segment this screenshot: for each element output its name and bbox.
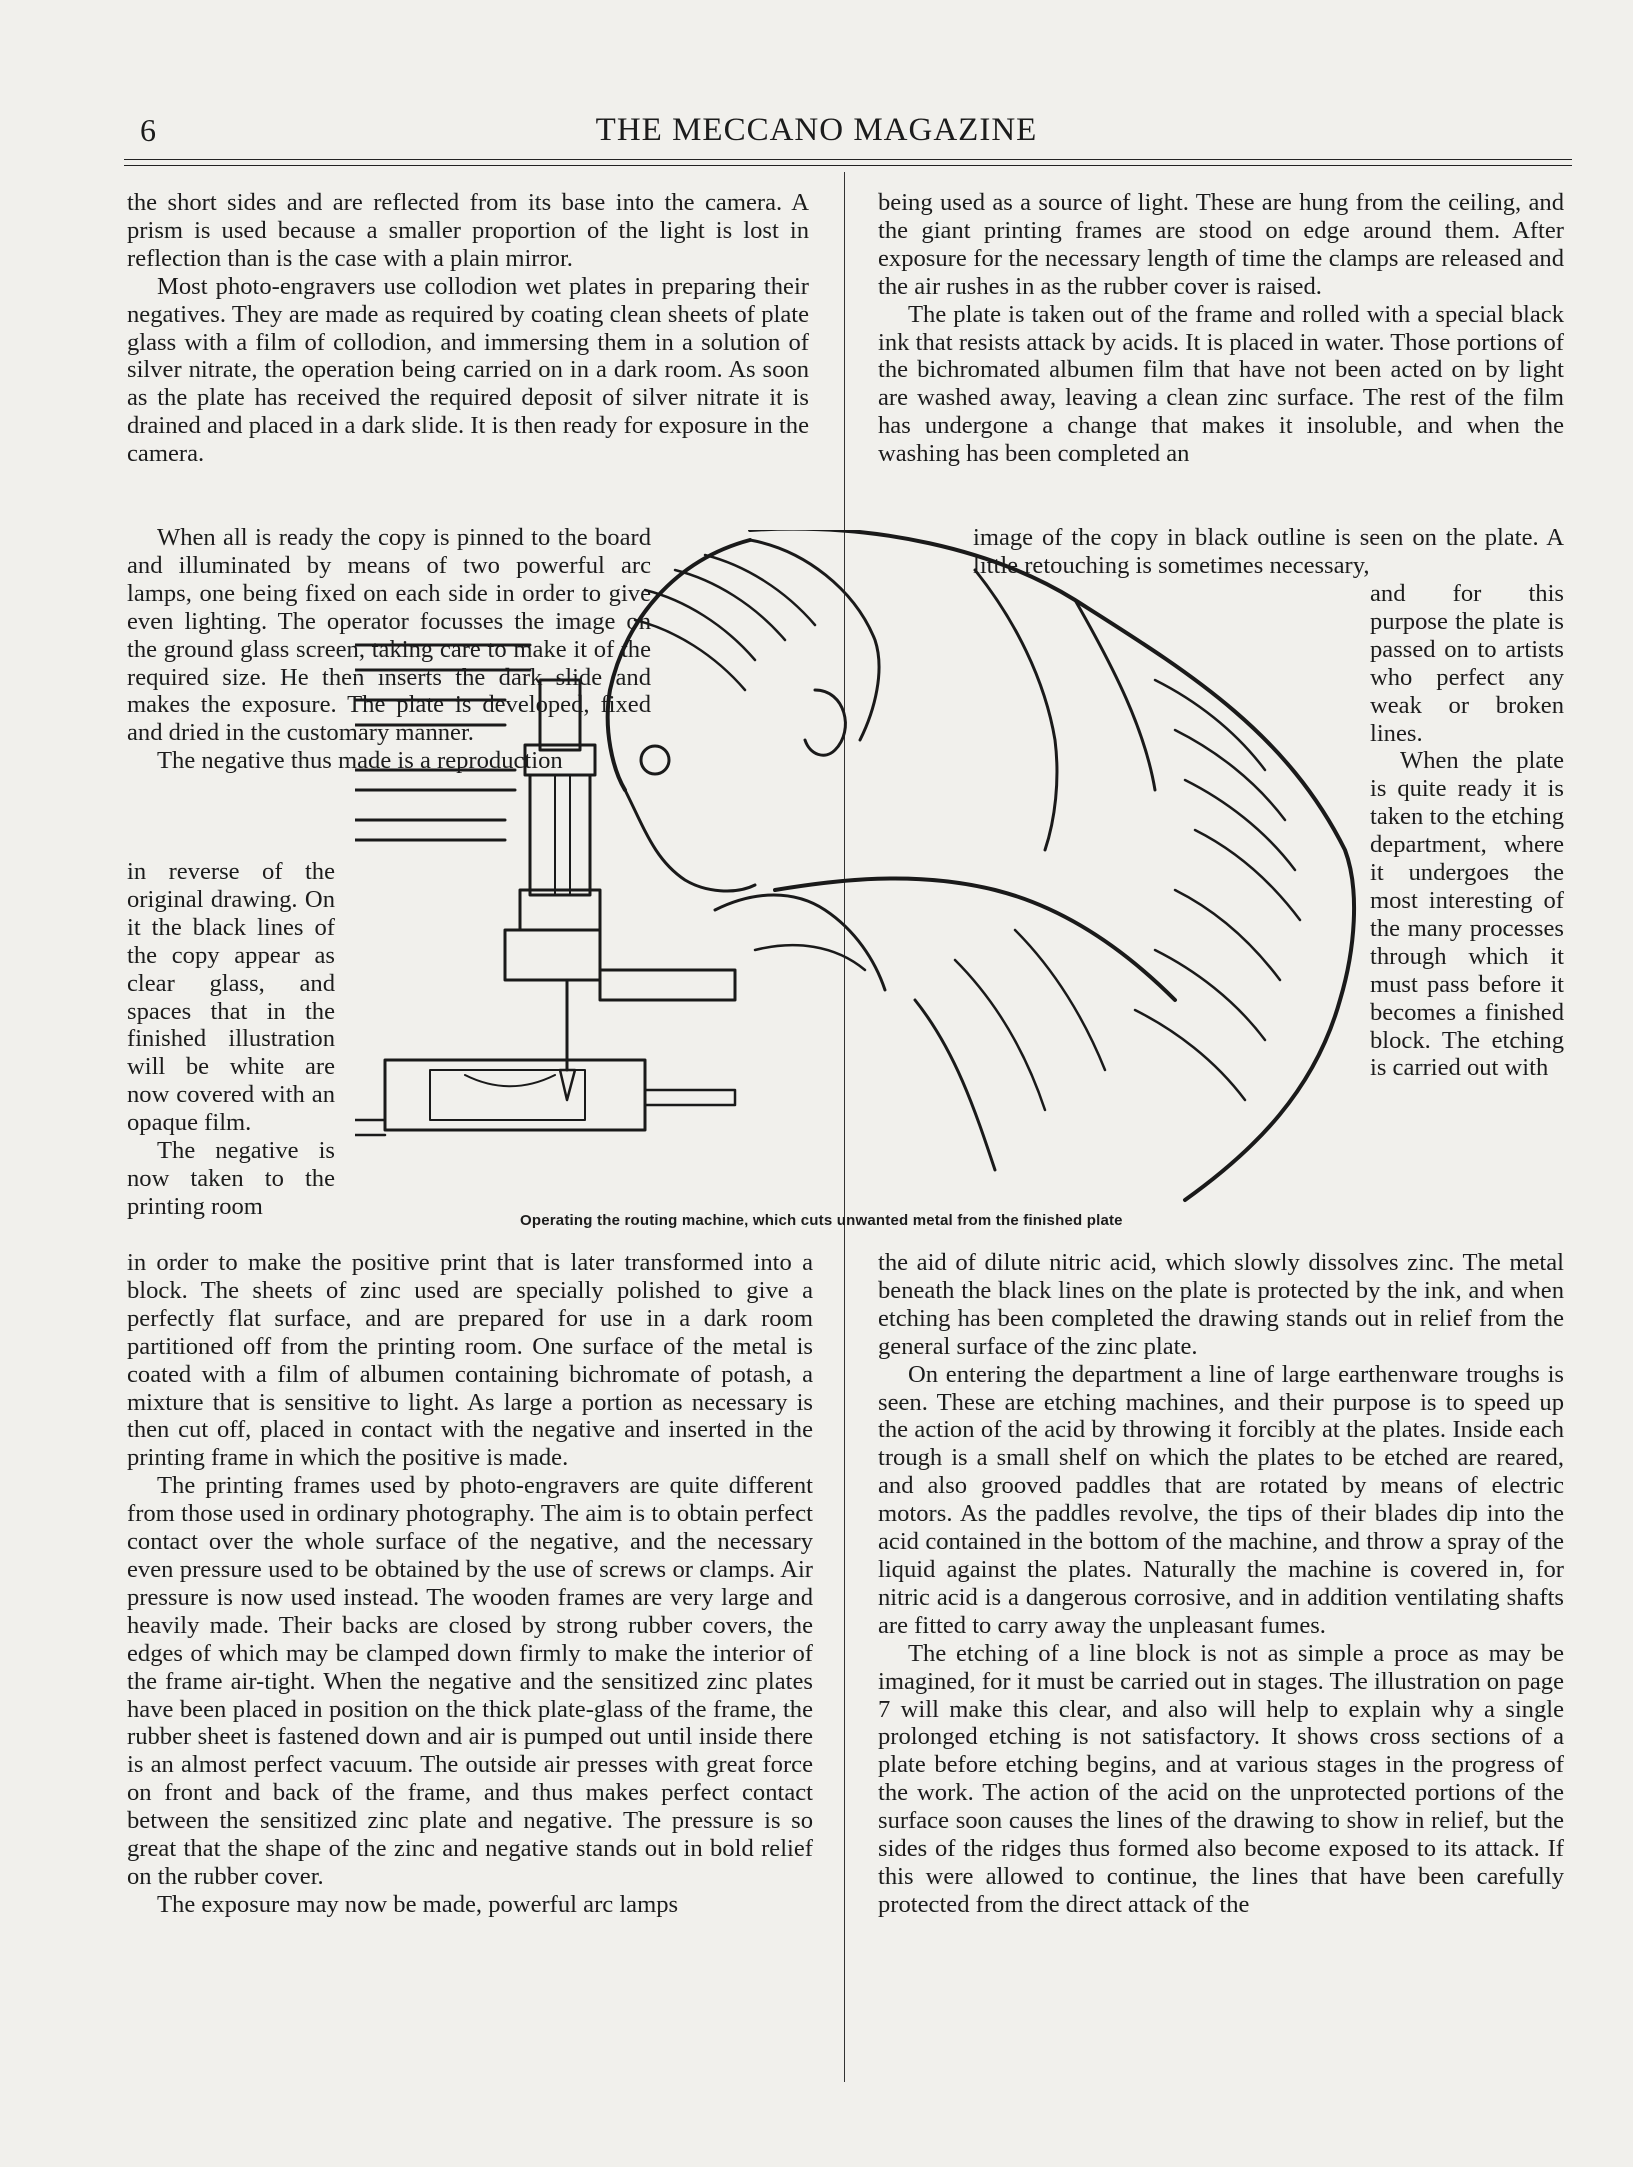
microscope-eyepiece <box>540 680 580 750</box>
left-column-top <box>127 189 809 468</box>
paragraph: in reverse of the original drawing. On it the black lines of the copy appear as clear glass, and spaces that in the finished illustration will be white are now covered with an opaque film. <box>127 858 335 1137</box>
paragraph: and for this purpose the plate is passed on to artists who perfect any weak or broken lines. <box>1370 580 1564 747</box>
paragraph: On entering the department a line of large earthenware troughs is seen. These are etching machines, and their purpose is to speed up the action of the acid by throwing it forcibly at the plates. Inside each trough is a small shelf on which the plates to be etched are reared, and also grooved paddles that are rotated by means of electric motors. As the paddles revolve, the tips of their blades dip into the acid contained in the bottom of the machine, and throw a spray of the liquid against the plates. Naturally the machine is covered in, for nitric acid is a dangerous corrosive, and in addition ventilating shafts are fitted to carry away the unpleasant fumes. <box>878 1360 1564 1639</box>
paragraph: being used as a source of light. These are hung from the ceiling, and the giant printing frames are stood on edge around them. After exposure for the necessary length of time the clamps are released and the air rushes in as the rubber cover is raised. <box>878 189 1564 300</box>
paragraph: When the plate is quite ready it is taken to the etching department, where it undergoes the most interesting of the many processes through which it must pass before it becomes a finished block. The etching is carried out with <box>1370 747 1564 1082</box>
page-header-title: THE MECCANO MAGAZINE <box>595 112 1038 148</box>
paragraph: the short sides and are reflected from its base into the camera. A prism is used because a smaller proportion of the light is lost in reflection than is the case with a plain mirror. <box>127 189 809 272</box>
right-column-bottom <box>878 1249 1564 1919</box>
paragraph: The exposure may now be made, powerful arc lamps <box>157 1890 679 1918</box>
right-column-top <box>878 189 1564 468</box>
paragraph: image of the copy in black outline is seen on the plate. A little retouching is sometimes necessary, <box>973 524 1564 579</box>
figure-caption: Operating the routing machine, which cuts unwanted metal from the finished plate <box>520 1212 1123 1229</box>
paragraph: The etching of a line block is not as simple a proce as may be imagined, for it must be carried out in stages. The illustration on page 7 will make this clear, and also will help to explain why a single prolonged etching is not satisfactory. It shows cross sections of a plate before etching begins, and at various stages in the progress of the work. The action of the acid on the unprotected portions of the surface soon causes the lines of the drawing to show in relief, but the sides of the ridges thus formed also become exposed to its attack. If this were allowed to continue, the lines that have been carefully protected from the direct attack of the <box>878 1639 1564 1918</box>
paragraph: The negative is now taken to the printing room <box>127 1137 335 1220</box>
paragraph: The plate is taken out of the frame and rolled with a special black ink that resists attack by acids. It is placed in water. Those portions of the bichromated albumen film that have not been acted on by light are washed away, leaving a clean zinc surface. The rest of the film has undergone a change that makes it insoluble, and when the washing has been completed an <box>878 300 1564 468</box>
paragraph: When all is ready the copy is pinned to the board and illuminated by means of two powerful arc lamps, one being fixed on each side in order to give even lighting. The operator focusses the image on the ground glass screen, taking care to make it of the required size. He then inserts the dark slide and makes the exposure. The plate is developed, fixed and dried in the customary manner. <box>127 524 651 747</box>
page-number: 6 <box>140 112 157 148</box>
paragraph: The negative thus made is a reproduction <box>157 747 563 775</box>
paragraph: Most photo-engravers use collodion wet plates in preparing their negatives. They are made as required by coating clean sheets of plate glass with a film of collodion, and immersing them in a solution of silver nitrate, the operation being carried on in a dark room. As soon as the plate has received the required deposit of silver nitrate it is drained and placed in a dark slide. It is then ready for exposure in the camera. <box>127 272 809 468</box>
paragraph: the aid of dilute nitric acid, which slowly dissolves zinc. The metal beneath the black lines on the plate is protected by the ink, and when etching has been completed the drawing stands out in relief from the general surface of the zinc plate. <box>878 1249 1564 1360</box>
header-rule <box>124 165 1572 166</box>
operator-shoulder <box>750 530 1354 1200</box>
paragraph: The printing frames used by photo-engravers are quite different from those used in ordinary photography. The aim is to obtain perfect contact over the whole surface of the negative, and the necessary even pressure used to be obtained by the use of screws or clamps. Air pressure is now used instead. The wooden frames are very large and heavily made. Their backs are closed by strong rubber covers, the edges of which may be clamped down firmly to make the interior of the frame air-tight. When the negative and the sensitized zinc plates have been placed in position on the thick plate-glass of the frame, the rubber sheet is fastened down and air is pumped out until inside there is an almost perfect vacuum. The outside air presses with great force on front and back of the frame, and thus makes perfect contact between the sensitized zinc plate and negative. The pressure is so great that the shape of the zinc and negative stands out in bold relief on the rubber cover. <box>127 1472 813 1890</box>
right-column-narrow <box>1370 580 1564 1082</box>
left-column-bottom <box>127 1249 813 1919</box>
routing-machine-illustration <box>355 530 1365 1220</box>
paragraph: in order to make the positive print that is later transformed into a block. The sheets of zinc used are specially polished to give a perfectly flat surface, and are prepared for use in a dark room partitioned off from the printing room. One surface of the metal is coated with a film of albumen containing bichromate of potash, a mixture that is sensitive to light. As large a portion as necessary is then cut off, placed in contact with the negative and inserted in the printing frame in which the positive is made. <box>127 1249 813 1472</box>
operator-head <box>608 540 750 790</box>
left-column-narrow <box>127 858 335 1221</box>
header-rule <box>124 159 1572 160</box>
